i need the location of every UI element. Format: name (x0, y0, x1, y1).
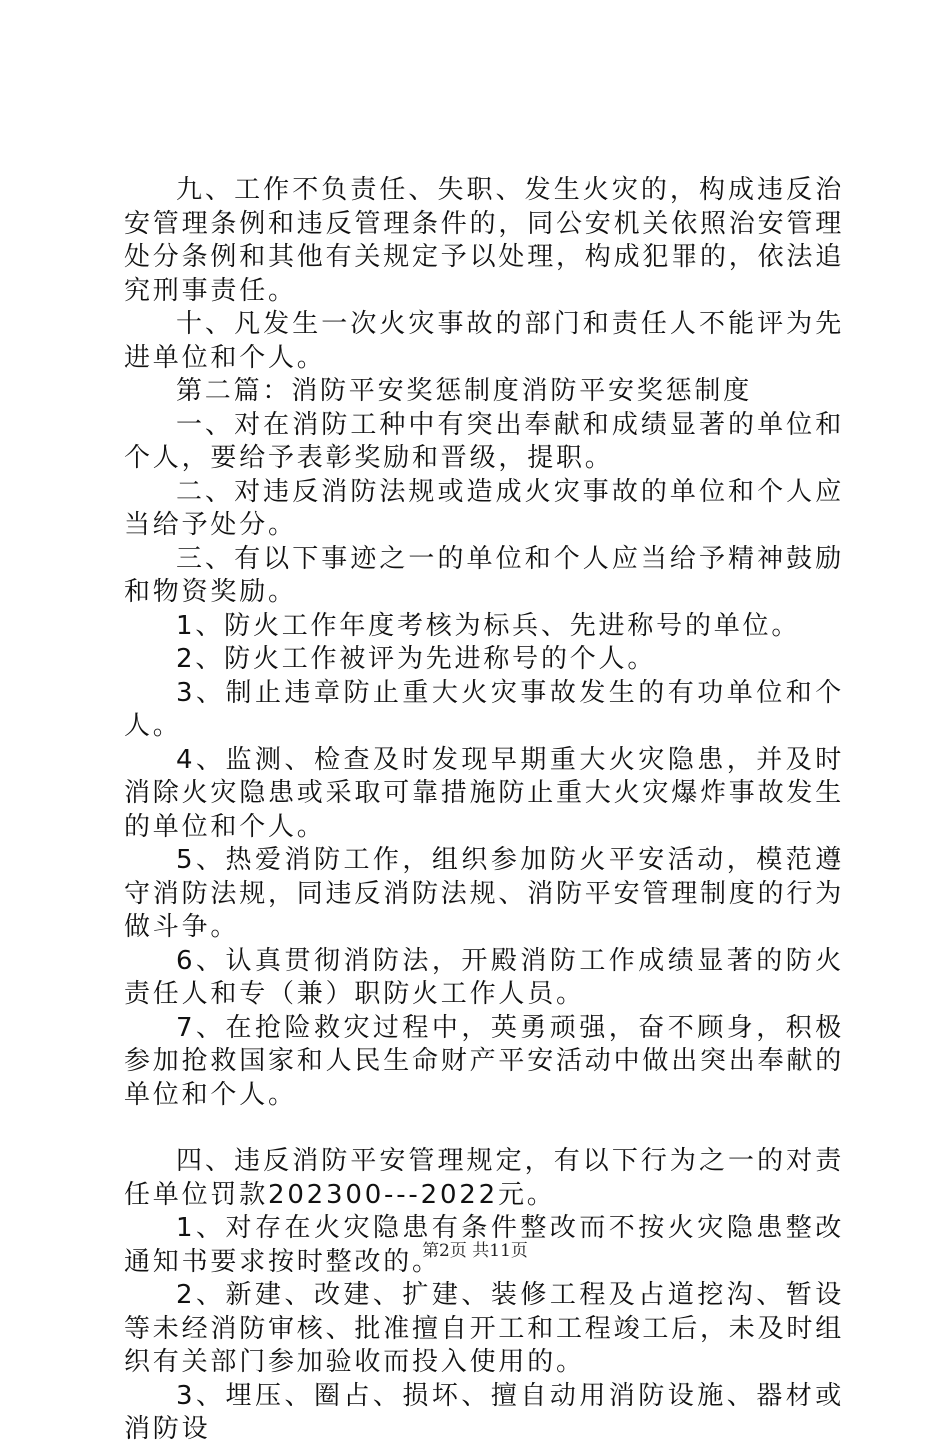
list-item: 3、制止违章防止重大火灾事故发生的有功单位和个人。 (124, 677, 844, 741)
list-item: 4、监测、检查及时发现早期重大火灾隐患，并及时消除火灾隐患或采取可靠措施防止重大火灾爆炸事故发生的单位和个人。 (124, 744, 845, 842)
paragraph-rule-2: 二、对违反消防法规或造成火灾事故的单位和个人应当给予处分。 (124, 476, 844, 540)
paragraph-item-10: 十、凡发生一次火灾事故的部门和责任人不能评为先进单位和个人。 (124, 309, 844, 373)
list-item: 2、新建、改建、扩建、装修工程及占道挖沟、暂设等未经消防审核、批准擅自开工和工程竣工后，未及时组织有关部门参加验收而投入使用的。 (124, 1280, 845, 1377)
paragraph-rule-1: 一、对在消防工种中有突出奉献和成绩显著的单位和个人，要给予表彰奖励和晋级，提职。 (124, 409, 844, 473)
list-item: 6、认真贯彻消防法，开殿消防工作成绩显著的防火责任人和专（兼）职防火工作人员。 (124, 945, 844, 1009)
paragraph-rule-4: 四、违反消防平安管理规定，有以下行为之一的对责任单位罚款202300---2022元。 (124, 1146, 844, 1210)
list-item: 2、防火工作被评为先进称号的个人。 (176, 644, 657, 674)
page-number: 第2页 共11页 (422, 1241, 528, 1261)
list-item: 3、埋压、圈占、损坏、擅自动用消防设施、器材或消防设 (124, 1380, 844, 1444)
list-item: 1、对存在火灾隐患有条件整改而不按火灾隐患整改通知书要求按时整改的。 (124, 1213, 844, 1277)
paragraph-item-9: 九、工作不负责任、失职、发生火灾的，构成违反治安管理条例和违反管理条件的，同公安机关依照治安管理处分条例和其他有关规定予以处理，构成犯罪的，依法追究刑事责任。 (124, 175, 845, 306)
list-item: 5、热爱消防工作，组织参加防火平安活动，模范遵守消防法规，同违反消防法规、消防平安管理制度的行为做斗争。 (124, 845, 845, 942)
list-item: 1、防火工作年度考核为标兵、先进称号的单位。 (176, 610, 801, 641)
section-heading: 第二篇：消防平安奖惩制度消防平安奖惩制度 (176, 376, 753, 406)
list-item: 7、在抢险救灾过程中，英勇顽强，奋不顾身，积极参加抢救国家和人民生命财产平安活动中做出突出奉献的单位和个人。 (124, 1012, 845, 1110)
paragraph-rule-3: 三、有以下事迹之一的单位和个人应当给予精神鼓励和物资奖励。 (124, 543, 844, 607)
